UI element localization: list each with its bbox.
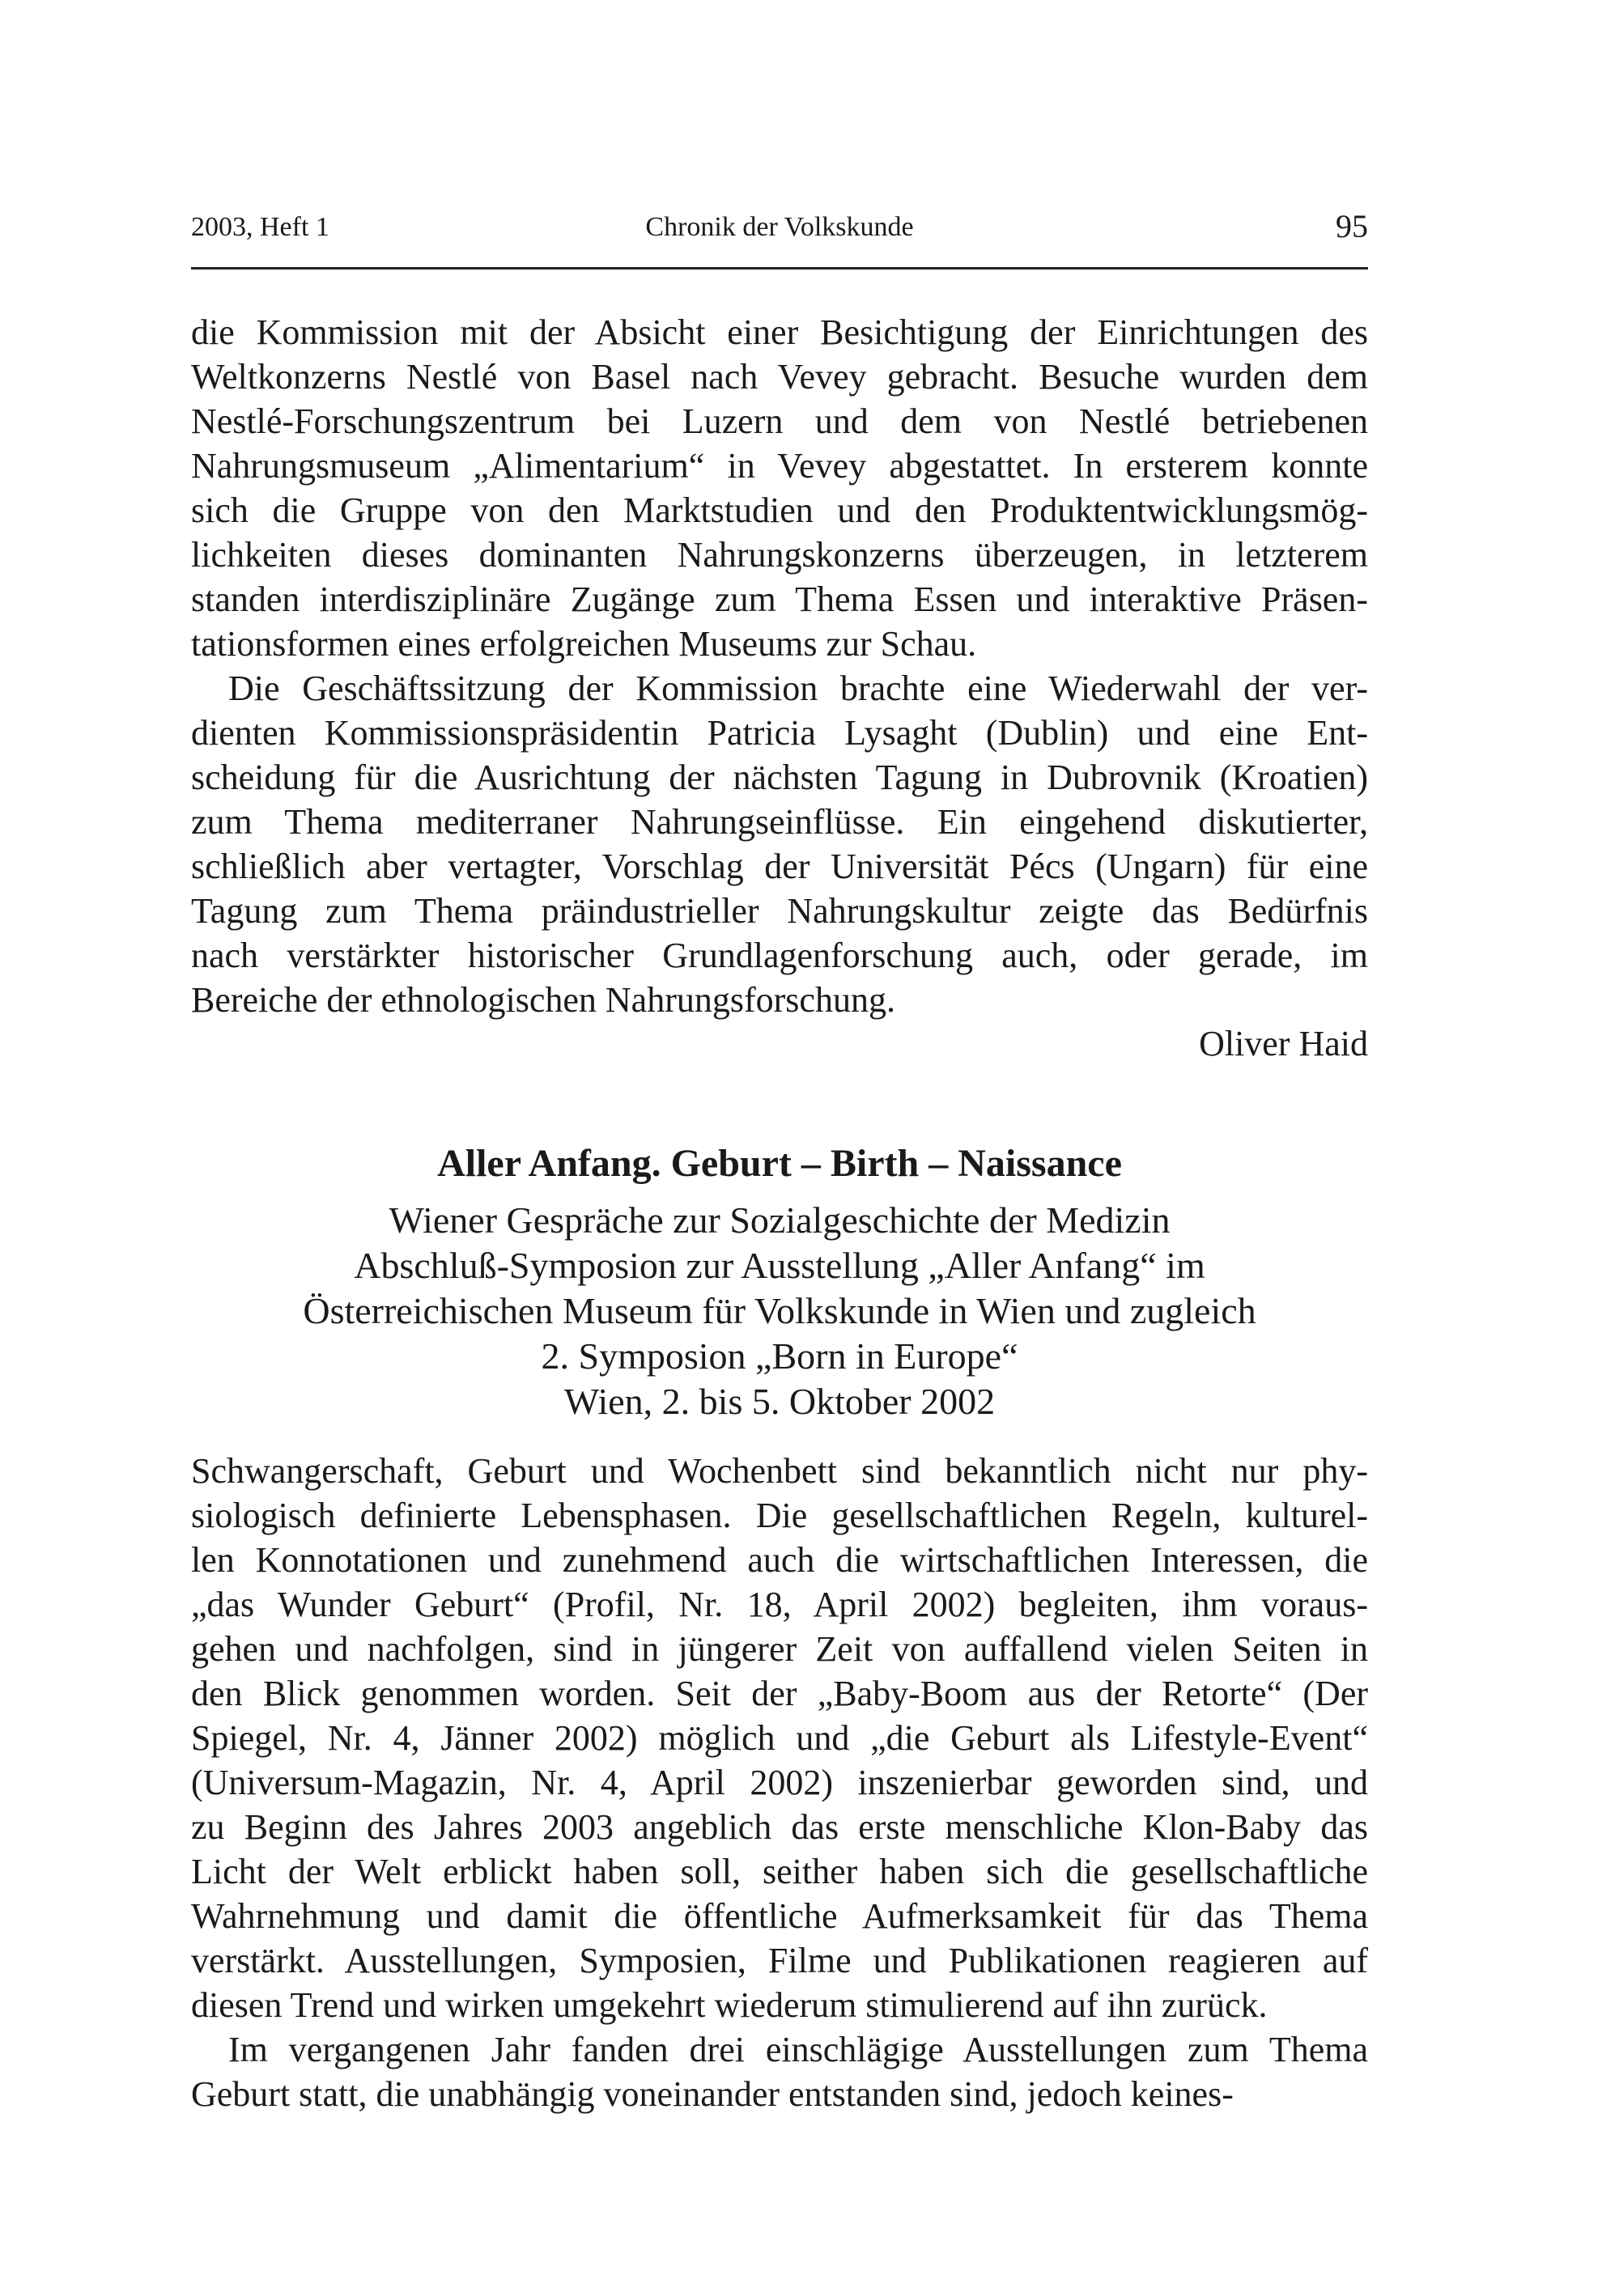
text-line: len Konnotationen und zunehmend auch die wirtschaftlichen Interessen, die <box>191 1540 1368 1580</box>
running-header <box>191 208 1368 253</box>
text-line: zu Beginn des Jahres 2003 angeblich das erste menschliche Klon-Baby das <box>191 1807 1368 1847</box>
header-rule <box>191 267 1368 269</box>
text-line: verstärkt. Ausstellungen, Symposien, Filme und Publikationen reagieren auf <box>191 1941 1368 1980</box>
article-paragraph-1 <box>191 1449 1368 2027</box>
text-line: Nestlé-Forschungszentrum bei Luzern und dem von Nestlé betriebenen <box>191 401 1368 441</box>
text-line: Schwangerschaft, Geburt und Wochenbett sind bekanntlich nicht nur phy- <box>191 1451 1368 1491</box>
paragraph-session <box>191 666 1368 1022</box>
text-line: Spiegel, Nr. 4, Jänner 2002) möglich und „die Geburt als Lifestyle-Event“ <box>191 1718 1368 1758</box>
text-line: „das Wunder Geburt“ (Profil, Nr. 18, April 2002) begleiten, ihm voraus- <box>191 1585 1368 1624</box>
issue-label: 2003, Heft 1 <box>191 212 329 242</box>
article-paragraph-2 <box>191 2027 1368 2116</box>
text-line: Nahrungsmuseum „Alimentarium“ in Vevey abgestattet. In ersterem konnte <box>191 446 1368 486</box>
text-line: sich die Gruppe von den Marktstudien und den Produktentwicklungsmög- <box>191 490 1368 530</box>
text-line: tationsformen eines erfolgreichen Museums zur Schau. <box>191 624 977 664</box>
text-line: standen interdisziplinäre Zugänge zum Thema Essen und interaktive Präsen- <box>191 579 1368 619</box>
text-line: dienten Kommissionspräsidentin Patricia Lysaght (Dublin) und eine Ent- <box>191 713 1368 753</box>
text-line: Die Geschäftssitzung der Kommission brachte eine Wiederwahl der ver- <box>228 668 1368 708</box>
text-line: den Blick genommen worden. Seit der „Baby-Boom aus der Retorte“ (Der <box>191 1674 1368 1713</box>
text-line: die Kommission mit der Absicht einer Besichtigung der Einrichtungen des <box>191 312 1368 352</box>
text-line: Geburt statt, die unabhängig voneinander entstanden sind, jedoch keines- <box>191 2074 1234 2114</box>
text-line: zum Thema mediterraner Nahrungseinflüsse. Ein eingehend diskutierter, <box>191 802 1368 842</box>
article-subtitle <box>191 1198 1368 1424</box>
text-line: Weltkonzerns Nestlé von Basel nach Vevey gebracht. Besuche wurden dem <box>191 357 1368 397</box>
text-line: Bereiche der ethnologischen Nahrungsforschung. <box>191 980 895 1020</box>
text-line: Licht der Welt erblickt haben soll, seither haben sich die gesellschaftliche <box>191 1852 1368 1891</box>
text-line: siologisch definierte Lebensphasen. Die gesellschaftlichen Regeln, kulturel- <box>191 1496 1368 1535</box>
text-line: (Universum-Magazin, Nr. 4, April 2002) inszenierbar geworden sind, und <box>191 1763 1368 1802</box>
subtitle-line: 2. Symposion „Born in Europe“ <box>541 1335 1018 1377</box>
text-line: lichkeiten dieses dominanten Nahrungskonzerns überzeugen, in letzterem <box>191 535 1368 575</box>
text-line: gehen und nachfolgen, sind in jüngerer Zeit von auffallend vielen Seiten in <box>191 1629 1368 1669</box>
text-line: Im vergangenen Jahr fanden drei einschlägige Ausstellungen zum Thema <box>228 2030 1368 2069</box>
subtitle-line: Österreichischen Museum für Volkskunde in Wien und zugleich <box>303 1290 1256 1331</box>
article-title: Aller Anfang. Geburt – Birth – Naissance <box>437 1142 1122 1185</box>
author-signature: Oliver Haid <box>1199 1024 1368 1063</box>
page-number: 95 <box>1336 208 1368 244</box>
text-line: scheidung für die Ausrichtung der nächsten Tagung in Dubrovnik (Kroatien) <box>191 758 1368 797</box>
text-line: Tagung zum Thema präindustrieller Nahrungskultur zeigte das Bedürfnis <box>191 891 1368 931</box>
text-line: Wahrnehmung und damit die öffentliche Aufmerksamkeit für das Thema <box>191 1896 1368 1936</box>
paragraph-continued <box>191 310 1368 666</box>
text-line: diesen Trend und wirken umgekehrt wiederum stimulierend auf ihn zurück. <box>191 1985 1268 2025</box>
subtitle-line: Abschluß-Symposion zur Ausstellung „Aller Anfang“ im <box>354 1245 1205 1286</box>
subtitle-line: Wiener Gespräche zur Sozialgeschichte der Medizin <box>389 1199 1171 1241</box>
text-line: nach verstärkter historischer Grundlagenforschung auch, oder gerade, im <box>191 936 1368 975</box>
journal-title: Chronik der Volkskunde <box>645 212 914 242</box>
subtitle-line: Wien, 2. bis 5. Oktober 2002 <box>563 1381 996 1422</box>
text-line: schließlich aber vertagter, Vorschlag der Universität Pécs (Ungarn) für eine <box>191 847 1368 886</box>
